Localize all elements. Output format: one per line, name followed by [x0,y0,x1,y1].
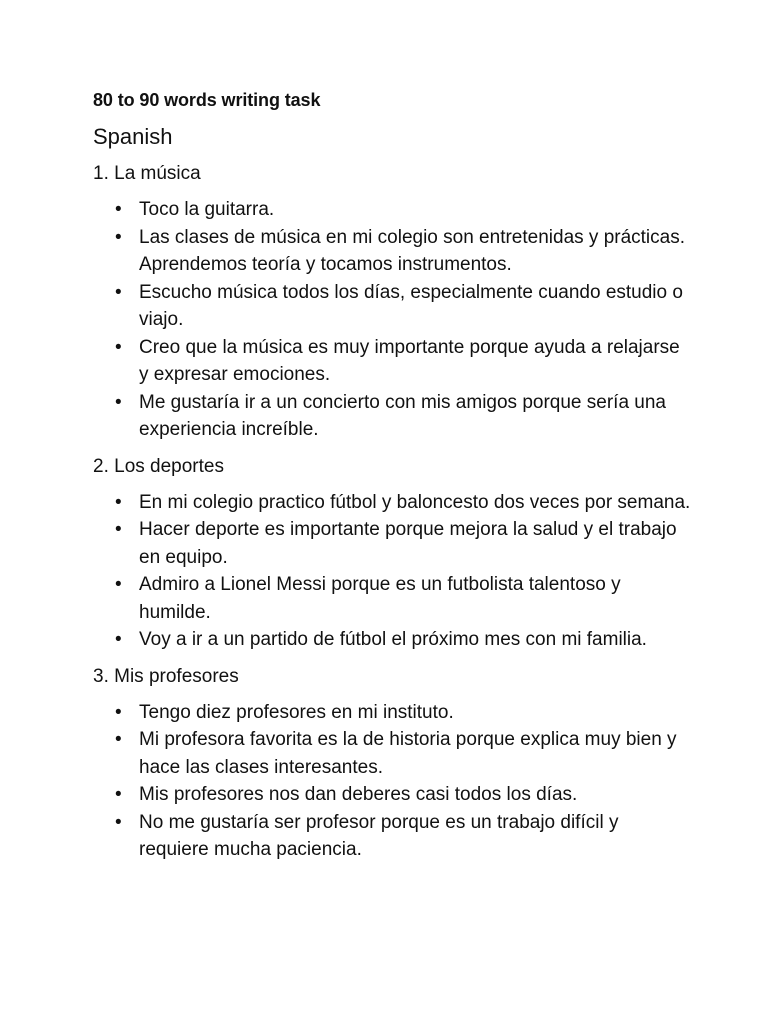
list-item [93,196,693,224]
list-item [93,809,693,864]
list-item [93,224,693,279]
bullet-icon: • [115,281,122,303]
bullet-icon: • [115,226,122,248]
bullet-icon: • [115,729,122,750]
list-item-text: Escucho música todos los días, especialmente cuando estudio o viajo. [139,281,683,330]
bullet-icon: • [115,574,122,595]
list-item [93,781,693,809]
bullet-list [93,489,693,654]
bullet-icon: • [115,491,122,513]
list-item [93,489,693,517]
list-item [93,334,693,389]
list-item-text: Creo que la música es muy importante porque ayuda a relajarse y expresar emociones. [139,336,680,385]
section-heading: 2. Los deportes [93,455,224,477]
document-title: 80 to 90 words writing task [93,90,321,110]
document-page [93,86,693,864]
bullet-icon: • [115,701,122,723]
list-item-text: Tengo diez profesores en mi instituto. [139,701,454,723]
bullet-icon: • [115,629,122,650]
section-heading: 3. Mis profesores [93,665,239,687]
section-profesores [93,664,693,864]
bullet-list [93,699,693,864]
bullet-icon: • [115,199,122,220]
bullet-icon: • [115,336,122,358]
list-item-text: En mi colegio practico fútbol y baloncesto dos veces por semana. [139,491,691,513]
list-item-text: Voy a ir a un partido de fútbol el próximo mes con mi familia. [139,629,647,650]
list-item-text: Toco la guitarra. [139,199,275,220]
list-item [93,699,693,727]
bullet-icon: • [115,391,122,413]
list-item [93,571,693,626]
list-item-text: Hacer deporte es importante porque mejora la salud y el trabajo en equipo. [139,519,677,568]
bullet-icon: • [115,519,122,540]
bullet-icon: • [115,811,122,833]
list-item [93,726,693,781]
list-item-text: Mis profesores nos dan deberes casi todos los días. [139,784,578,805]
list-item [93,516,693,571]
document-subtitle: Spanish [93,124,173,149]
list-item-text: Me gustaría ir a un concierto con mis amigos porque sería una experiencia increíble. [139,391,666,440]
list-item-text: Las clases de música en mi colegio son entretenidas y prácticas. Aprendemos teoría y tocamos instrumentos. [139,226,685,275]
list-item [93,279,693,334]
list-item-text: No me gustaría ser profesor porque es un trabajo difícil y requiere mucha paciencia. [139,811,619,860]
list-item-text: Admiro a Lionel Messi porque es un futbolista talentoso y humilde. [139,574,621,623]
bullet-list [93,196,693,444]
list-item-text: Mi profesora favorita es la de historia porque explica muy bien y hace las clases interesantes. [139,729,677,778]
list-item [93,626,693,654]
section-heading: 1. La música [93,163,201,184]
bullet-icon: • [115,784,122,805]
section-deportes [93,454,693,654]
list-item [93,389,693,444]
section-musica [93,161,693,444]
